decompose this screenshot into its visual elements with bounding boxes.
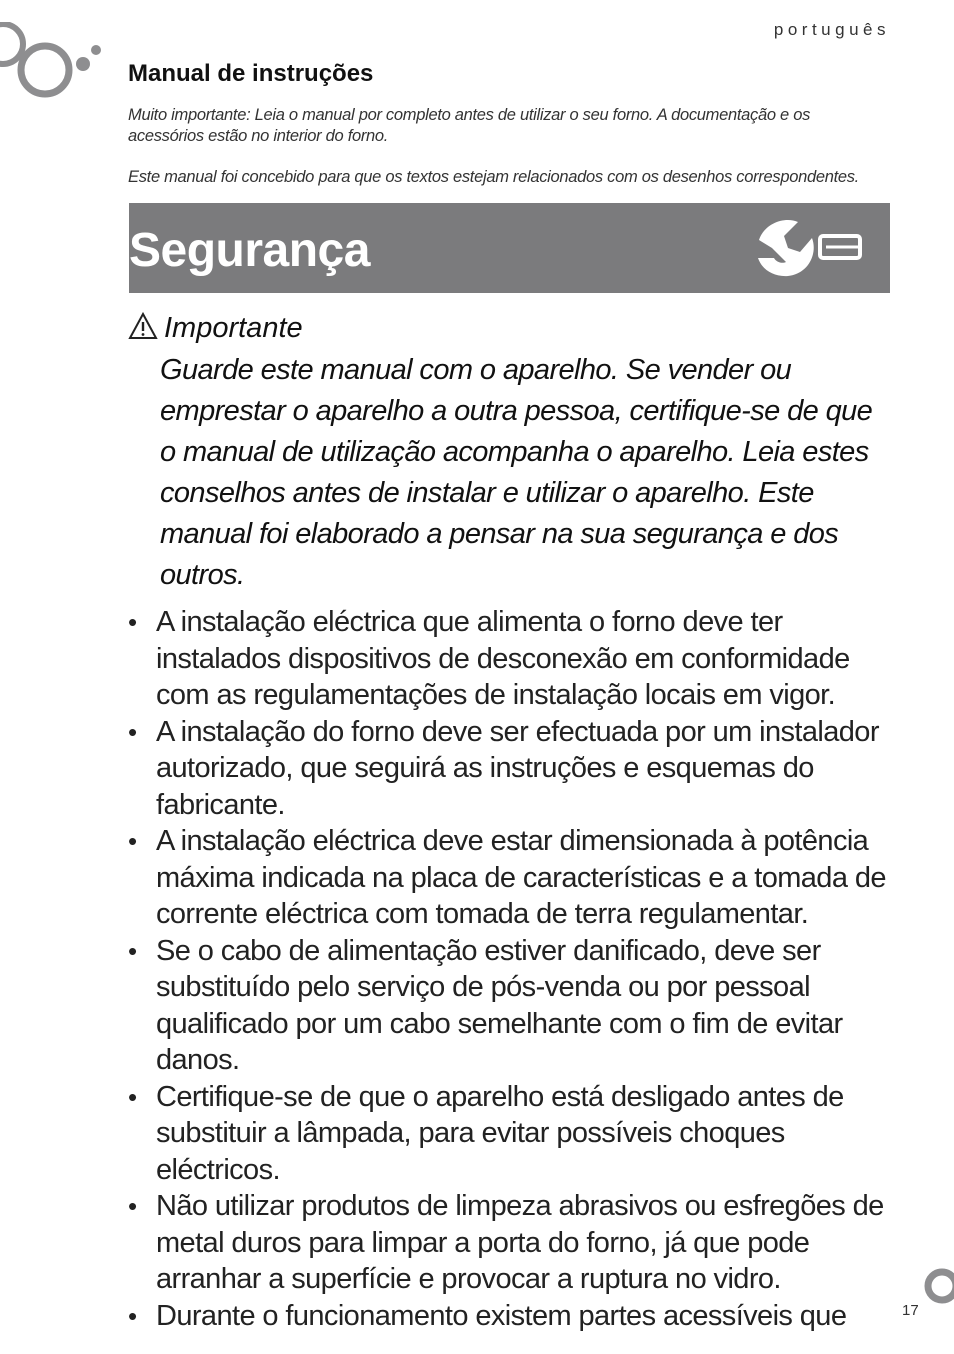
section-banner [129, 203, 890, 293]
language-label: português [773, 20, 890, 39]
list-item: • A instalação eléctrica que alimenta o forno deve ter instalados dispositivos de desconexão em conformidade com as regulamentações de instalação locais em vigor. [128, 606, 850, 711]
section-title: Segurança [129, 224, 370, 277]
page-number: 17 [902, 1302, 919, 1319]
list-item: • Se o cabo de alimentação estiver danificado, deve ser substituído pelo serviço de pós-venda ou por pessoal qualificado por um cabo semelhante com o fim de evitar danos. [128, 934, 843, 1076]
list-item: • A instalação eléctrica deve estar dimensionada à potência máxima indicada na placa de características e a tomada de corrente eléctrica com tomada de terra regulamentar. [128, 825, 886, 930]
important-heading-text: Importante [164, 312, 303, 344]
brand-circles-logo [0, 22, 110, 102]
bullet-icon: • [128, 935, 137, 966]
important-heading [128, 312, 303, 345]
list-item: • A instalação do forno deve ser efectuada por um instalador autorizado, que seguirá as instruções e esquemas do fabricante. [128, 715, 879, 821]
bullet-icon: • [128, 1191, 137, 1221]
bullet-icon: • [128, 716, 137, 747]
warning-triangle-icon [128, 312, 158, 340]
safety-list [128, 604, 898, 1334]
corner-circle-decoration [922, 1266, 954, 1306]
bullet-icon: • [128, 826, 137, 856]
drawings-note: Este manual foi concebido para que os textos estejam relacionados com os desenhos correspondentes. [128, 168, 859, 186]
bullet-icon: • [128, 1300, 137, 1331]
list-item: • Durante o funcionamento existem partes acessíveis que [128, 1298, 898, 1335]
manual-title: Manual de instruções [128, 60, 374, 87]
bullet-icon: • [128, 1081, 137, 1112]
intro-note: Muito importante: Leia o manual por completo antes de utilizar o seu forno. A documentação e os acessórios estão no interior do forno. [128, 106, 811, 145]
bullet-icon: • [128, 607, 137, 637]
important-body: Guarde este manual com o aparelho. Se vender ou emprestar o aparelho a outra pessoa, certifique-se de que o manual de utilização acompanha o aparelho. Leia estes conselhos antes de instalar e utilizar o aparelho. Este manual foi elaborado a pensar na sua segurança e dos outros. [160, 354, 873, 591]
wrench-icon [754, 218, 864, 278]
list-item: • Certifique-se de que o aparelho está desligado antes de substituir a lâmpada, para evitar possíveis choques eléctricos. [128, 1080, 844, 1186]
list-item: • Não utilizar produtos de limpeza abrasivos ou esfregões de metal duros para limpar a porta do forno, já que pode arranhar a superfície e provocar a ruptura no vidro. [128, 1190, 884, 1295]
